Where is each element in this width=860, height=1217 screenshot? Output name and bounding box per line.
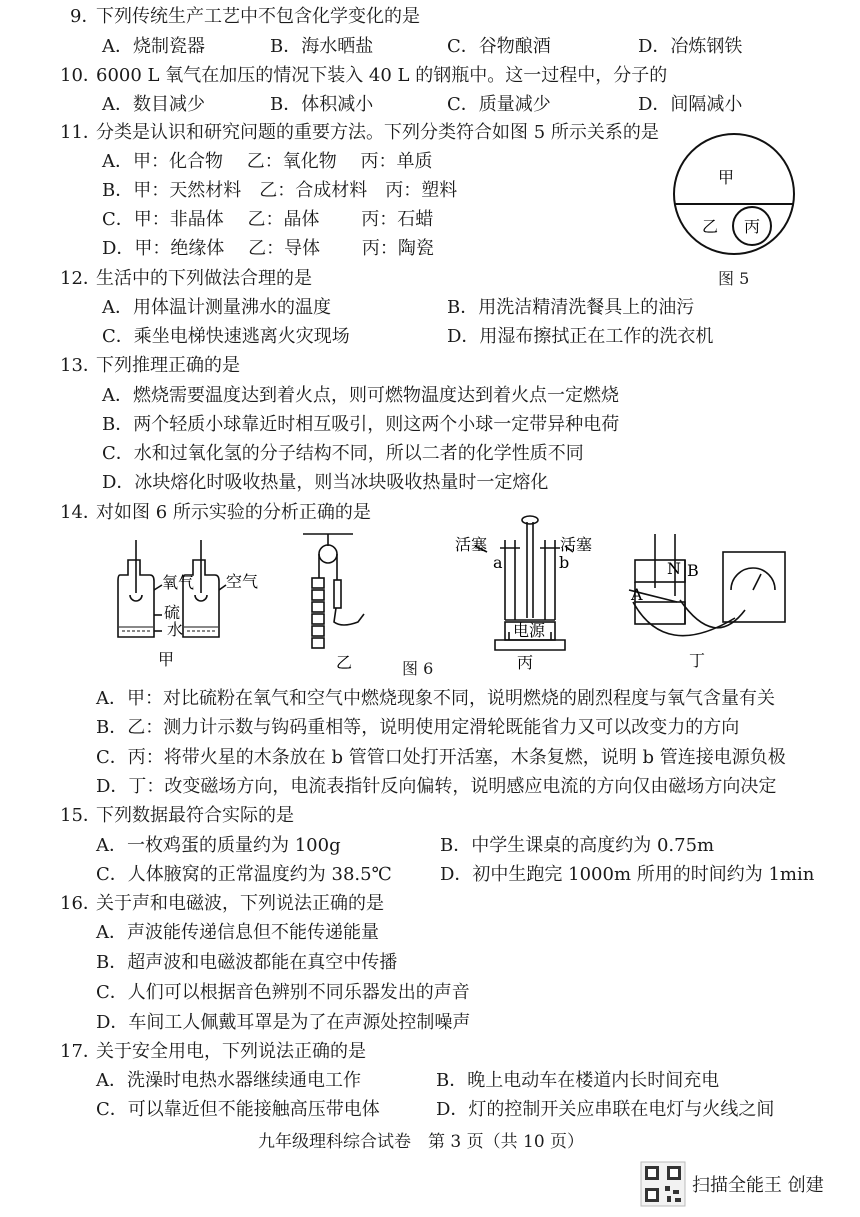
q16-option-c: C．人们可以根据音色辨别不同乐器发出的声音 <box>96 982 470 1003</box>
fig5-label-jia: 甲 <box>718 168 735 187</box>
fig6-label-yi: 乙 <box>336 653 353 672</box>
q9-number: 9． <box>70 6 100 27</box>
fig6-label-b: b <box>559 553 570 572</box>
fig6-label-B: B <box>687 561 699 580</box>
q16-number: 16． <box>60 893 101 914</box>
q9-option-c: C．谷物酿酒 <box>447 36 551 57</box>
q16-stem: 关于声和电磁波，下列说法正确的是 <box>96 893 384 914</box>
q15-number: 15． <box>60 805 101 826</box>
q17-option-a: A．洗澡时电热水器继续通电工作 <box>96 1070 361 1091</box>
q14-number: 14． <box>60 502 101 523</box>
fig6-label-power: 电源 <box>513 621 546 640</box>
fig6-label-water: 水 <box>167 620 184 639</box>
q13-option-d: D．冰块熔化时吸收热量，则当冰块吸收热量时一定熔化 <box>102 472 549 493</box>
q13-stem: 下列推理正确的是 <box>96 355 240 376</box>
fig6-label-a: a <box>493 553 503 572</box>
q11-number: 11． <box>60 122 101 143</box>
q12-number: 12． <box>60 268 101 289</box>
q16-option-d: D．车间工人佩戴耳罩是为了在声源处控制噪声 <box>96 1012 471 1033</box>
fig6-label-A: A <box>631 585 643 604</box>
q12-option-d: D．用湿布擦拭正在工作的洗衣机 <box>447 326 714 347</box>
q10-option-c: C．质量减少 <box>447 94 551 115</box>
q12-option-a: A．用体温计测量沸水的温度 <box>102 297 331 318</box>
figure-6-jia-gas-jars <box>110 535 259 670</box>
q13-option-a: A．燃烧需要温度达到着火点，则可燃物温度达到着火点一定燃烧 <box>102 385 619 406</box>
fig6-label-bing: 丙 <box>517 653 534 672</box>
q12-option-c: C．乘坐电梯快速逃离火灾现场 <box>102 326 350 347</box>
scanner-watermark: 扫描全能王 创建 <box>692 1175 824 1196</box>
q15-option-c: C．人体腋窝的正常温度约为 38.5℃ <box>96 864 392 885</box>
q14-stem: 对如图 6 所示实验的分析正确的是 <box>96 502 371 523</box>
q10-option-a: A．数目减少 <box>102 94 205 115</box>
page-footer: 九年级理科综合试卷 第 3 页（共 10 页） <box>258 1132 585 1152</box>
q16-option-b: B．超声波和电磁波都能在真空中传播 <box>96 952 398 973</box>
q9-option-d: D．冶炼钢铁 <box>638 36 743 57</box>
q11-option-c: C．甲：非晶体 乙：晶体 丙：石蜡 <box>102 209 434 230</box>
q10-option-d: D．间隔减小 <box>638 94 743 115</box>
fig6-label-air: 空气 <box>226 572 259 591</box>
q12-stem: 生活中的下列做法合理的是 <box>96 268 312 289</box>
fig5-label-bing: 丙 <box>744 217 761 236</box>
q11-option-b: B．甲：天然材料 乙：合成材料 丙：塑料 <box>102 180 458 201</box>
q17-stem: 关于安全用电，下列说法正确的是 <box>96 1041 366 1062</box>
q16-option-a: A．声波能传递信息但不能传递能量 <box>96 922 379 943</box>
q14-option-b: B．乙：测力计示数与钩码重相等，说明使用定滑轮既能省力又可以改变力的方向 <box>96 717 740 738</box>
figure-5-venn <box>672 118 802 268</box>
q14-option-a: A．甲：对比硫粉在氧气和空气中燃烧现象不同，说明燃烧的剧烈程度与氧气含量有关 <box>96 688 775 709</box>
figure-6-ding-induction <box>625 530 800 670</box>
q15-option-d: D．初中生跑完 1000m 所用的时间约为 1min <box>440 864 815 885</box>
q17-option-b: B．晚上电动车在楼道内长时间充电 <box>436 1070 720 1091</box>
figure-6-yi-pulley <box>298 530 378 670</box>
q15-option-a: A．一枚鸡蛋的质量约为 100g <box>96 835 341 856</box>
q17-option-c: C．可以靠近但不能接触高压带电体 <box>96 1099 380 1120</box>
qr-code-icon <box>641 1162 685 1206</box>
fig6-label-jia: 甲 <box>158 650 175 669</box>
q15-option-b: B．中学生课桌的高度约为 0.75m <box>440 835 715 856</box>
q15-stem: 下列数据最符合实际的是 <box>96 805 294 826</box>
q14-option-d: D．丁：改变磁场方向，电流表指针反向偏转，说明感应电流的方向仅由磁场方向决定 <box>96 776 777 797</box>
q13-number: 13． <box>60 355 101 376</box>
q11-option-d: D．甲：绝缘体 乙：导体 丙：陶瓷 <box>102 238 434 259</box>
q12-option-b: B．用洗洁精清洗餐具上的油污 <box>447 297 695 318</box>
q9-option-b: B．海水晒盐 <box>270 36 374 57</box>
q14-option-c: C．丙：将带火星的木条放在 b 管管口处打开活塞，木条复燃，说明 b 管连接电源负极 <box>96 747 786 768</box>
q11-option-a: A．甲：化合物 乙：氧化物 丙：单质 <box>102 151 433 172</box>
q13-option-b: B．两个轻质小球靠近时相互吸引，则这两个小球一定带异种电荷 <box>102 414 620 435</box>
figure-6-bing-electrolysis <box>455 510 605 670</box>
q9-stem: 下列传统生产工艺中不包含化学变化的是 <box>96 6 420 27</box>
fig6-label-N: N <box>667 559 681 578</box>
fig6-label-sulfur: 硫 <box>164 603 181 622</box>
q9-option-a: A．烧制瓷器 <box>102 36 205 57</box>
figure-5-caption: 图 5 <box>718 269 750 288</box>
fig6-label-oxygen: 氧气 <box>162 573 195 592</box>
q13-option-c: C．水和过氧化氢的分子结构不同，所以二者的化学性质不同 <box>102 443 584 464</box>
fig5-label-yi: 乙 <box>702 217 719 236</box>
q17-option-d: D．灯的控制开关应串联在电灯与火线之间 <box>436 1099 775 1120</box>
figure-6-caption: 图 6 <box>402 659 434 678</box>
q10-stem: 6000 L 氧气在加压的情况下装入 40 L 的钢瓶中。这一过程中，分子的 <box>96 65 668 86</box>
q10-option-b: B．体积减小 <box>270 94 374 115</box>
q11-stem: 分类是认识和研究问题的重要方法。下列分类符合如图 5 所示关系的是 <box>96 122 659 143</box>
fig6-label-ding: 丁 <box>689 651 706 670</box>
q10-number: 10． <box>60 65 101 86</box>
q17-number: 17． <box>60 1041 101 1062</box>
fig6-label-valve-left: 活塞 <box>455 535 488 554</box>
fig6-label-valve-right: 活塞 <box>560 535 593 554</box>
